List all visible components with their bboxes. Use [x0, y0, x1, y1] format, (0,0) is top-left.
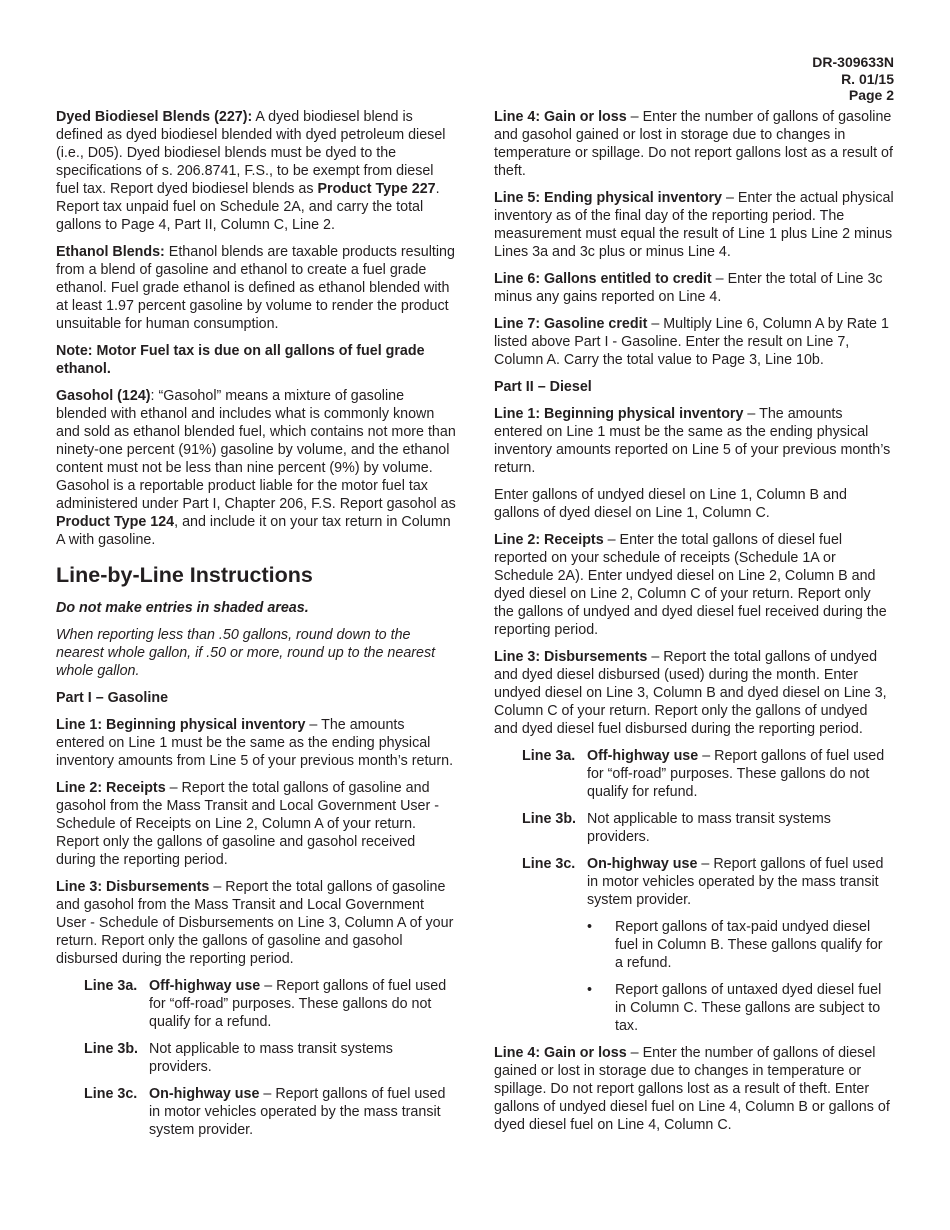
rounding-note: When reporting less than .50 gallons, round down to the nearest whole gallon, if .50 or more, round up to the nearest whole gallon. — [56, 627, 436, 679]
gas-line5: Line 5: Ending physical inventory – Enter the actual physical inventory as of the final day of the reporting period. The measurement must equal the result of Line 1 plus Line 2 minus Lines 3a and 3c plus or minus Line 4. — [494, 190, 894, 260]
part1-title: Part I – Gasoline — [56, 690, 169, 706]
gas-line3b: Line 3b. Not applicable to mass transit systems providers. — [84, 1041, 393, 1075]
part2-title: Part II – Diesel — [494, 379, 592, 395]
form-header — [812, 54, 894, 104]
gas-line2: Line 2: Receipts – Report the total gallons of gasoline and gasohol from the Mass Transit and Local Government User - Schedule of Receipts on Line 2, Column A of your return. Report only the gallons of gasoline and gasohol received during the reporting period. — [56, 780, 440, 868]
motor-fuel-note: Note: Motor Fuel tax is due on all gallons of fuel grade ethanol. — [56, 343, 425, 377]
gas-line1: Line 1: Beginning physical inventory – The amounts entered on Line 1 must be the same as the ending physical inventory amounts from Line 5 of your previous month’s return. — [56, 717, 454, 769]
diesel-line4: Line 4: Gain or loss – Enter the number of gallons of diesel gained or lost in storage due to changes in temperature or spillage. Do not report gallons lost as a result of theft. Enter gallons of undyed diesel fuel on Line 4, Column B or gallons of dyed diesel fuel on Line 4, Column C. — [494, 1045, 890, 1133]
gas-line4: Line 4: Gain or loss – Enter the number of gallons of gasoline and gasohol gained or lost in storage due to changes in temperature or spillage. Do not report gallons lost as a result of theft. — [494, 109, 893, 179]
left-column — [56, 108, 456, 1148]
form-revision: R. 01/15 — [841, 70, 894, 87]
dyed-biodiesel-paragraph: Dyed Biodiesel Blends (227): A dyed biodiesel blend is defined as dyed biodiesel blended with dyed petroleum diesel (i.e., D05). Dyed biodiesel blends must be dyed to the specifications of s. 206.8741, F.S., to be exempt from diesel fuel tax. Report dyed biodiesel blends as Product Type 227. Report tax unpaid fuel on Schedule 2A, and carry the total gallons to Page 4, Part II, Column C, Line 2. — [56, 109, 446, 233]
gas-line3c: Line 3c. On-highway use – Report gallons of fuel used in motor vehicles operated by the mass transit system provider. — [84, 1086, 446, 1138]
right-column — [494, 108, 894, 1143]
bullet-item: • Report gallons of untaxed dyed diesel fuel in Column C. These gallons are subject to tax. — [587, 982, 882, 1034]
bullet-icon: • — [587, 982, 593, 998]
diesel-line1: Line 1: Beginning physical inventory – The amounts entered on Line 1 must be the same as the ending physical inventory amounts reported on Line 5 of your previous month’s return. — [494, 406, 891, 476]
bullet-item: • Report gallons of tax-paid undyed diesel fuel in Column B. These gallons qualify for a refund. — [587, 919, 883, 971]
diesel-line3a: Line 3a. Off-highway use – Report gallons of fuel used for “off-road” purposes. These gallons do not qualify for refund. — [522, 748, 885, 800]
page-number: Page 2 — [848, 87, 894, 103]
diesel-line3: Line 3: Disbursements – Report the total gallons of undyed and dyed diesel disbursed (used) during the month. Enter undyed diesel on Line 3, Column B and dyed diesel on Line 3, Column C of your return. Report only the gallons of undyed and dyed diesel fuel disbursed during the reporting period. — [494, 649, 887, 737]
bullet-icon: • — [587, 919, 593, 935]
gasohol-paragraph: Gasohol (124): “Gasohol” means a mixture of gasoline blended with ethanol and includes what is commonly known and sold as ethanol blended fuel, which contains not more than ninety-one percent (91%) gasoline by volume, and the ethanol content must not be less than nine percent (9%) by volume. Gasohol is a reportable product liable for the motor fuel tax administered under Part I, Chapter 206, F.S. Report gasohol as Product Type 124, and include it on your tax return in Column A with gasoline. — [56, 388, 456, 548]
gas-line7: Line 7: Gasoline credit – Multiply Line 6, Column A by Rate 1 listed above Part I - Gasoline. Enter the result on Line 7, Column A. Carry the total value to Page 3, Line 10b. — [494, 316, 889, 368]
diesel-line1-note: Enter gallons of undyed diesel on Line 1, Column B and gallons of dyed diesel on Line 1, Column C. — [494, 487, 847, 521]
shaded-areas-note: Do not make entries in shaded areas. — [56, 600, 309, 616]
section-title: Line-by-Line Instructions — [56, 563, 313, 587]
gas-line3a: Line 3a. Off-highway use – Report gallons of fuel used for “off-road” purposes. These gallons do not qualify for a refund. — [84, 978, 447, 1030]
diesel-line3b: Line 3b. Not applicable to mass transit systems providers. — [522, 811, 831, 845]
gas-line6: Line 6: Gallons entitled to credit – Enter the total of Line 3c minus any gains reported on Line 4. — [494, 271, 883, 305]
ethanol-blends-paragraph: Ethanol Blends: Ethanol blends are taxable products resulting from a blend of gasoline and ethanol to create a fuel grade ethanol. Fuel grade ethanol is defined as ethanol blended with at least 1.97 percent gasoline by volume to render the product unsuitable for human consumption. — [56, 244, 455, 332]
gas-line3: Line 3: Disbursements – Report the total gallons of gasoline and gasohol from the Mass Transit and Local Government User - Schedule of Disbursements on Line 3, Column A of your return. Report only the gallons of gasoline and gasohol disbursed during the reporting period. — [56, 879, 454, 967]
form-number: DR-309633N — [812, 54, 894, 70]
diesel-line3c: Line 3c. On-highway use – Report gallons of fuel used in motor vehicles operated by the mass transit system provider. — [522, 856, 884, 908]
diesel-line2: Line 2: Receipts – Enter the total gallons of diesel fuel reported on your schedule of receipts (Schedule 1A or Schedule 2A). Enter undyed diesel on Line 2, Column B and dyed diesel on Line 2, Column C of your return. Report only the gallons of undyed and dyed diesel fuel received during the reporting period. — [494, 532, 887, 638]
